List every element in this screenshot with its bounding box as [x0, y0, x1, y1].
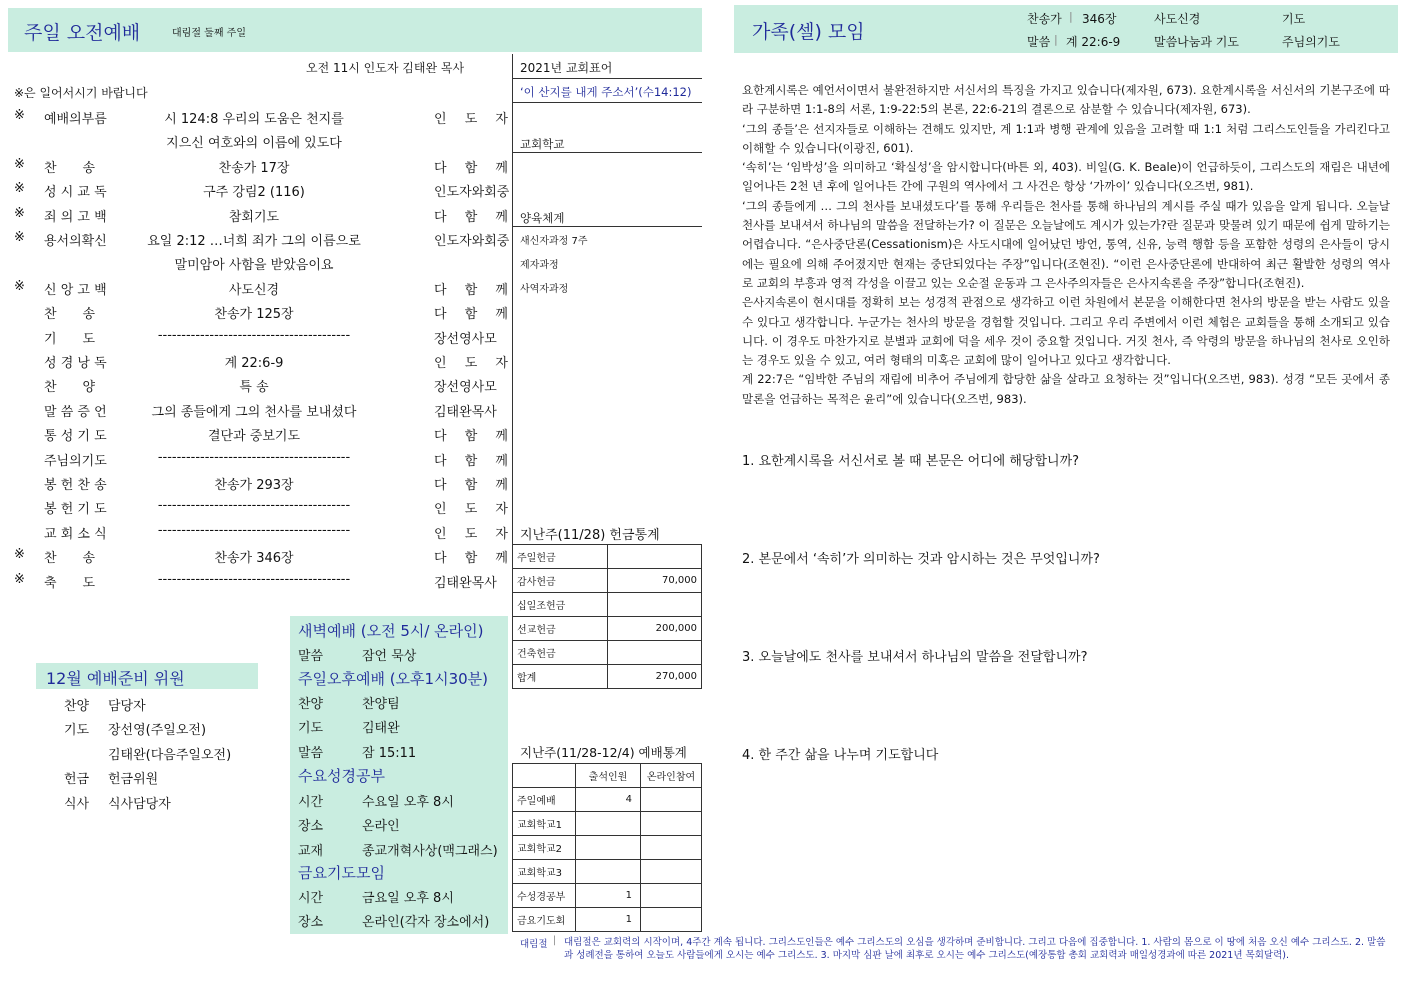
course-disciple: 제자과정	[520, 260, 559, 271]
order-content: 시 124:8 우리의 도움은 천지를	[164, 112, 344, 127]
meeting-row1-label: 찬송가	[1027, 12, 1062, 26]
committee-person: 헌금위원	[108, 772, 159, 788]
order-content: 지으신 여호와의 이름에 있도다	[166, 136, 342, 152]
order-content: 요일 2:12 …너희 죄가 그의 이름으로	[147, 234, 361, 249]
order-content: 말미암아 사함을 받았음이요	[174, 258, 334, 274]
order-row	[14, 226, 508, 250]
offering-name: 선교헌금	[513, 617, 608, 641]
attendance-row	[513, 860, 702, 884]
service-key: 장소	[298, 819, 324, 835]
question-1: 1. 요한계시록을 서신서로 볼 때 본문은 어디에 해당합니까?	[742, 454, 1080, 469]
order-label: 봉 헌 찬 송	[44, 478, 107, 493]
order-leader: 장선영사모	[434, 331, 497, 347]
offering-amount: 70,000	[608, 569, 702, 593]
order-label: 죄 의 고 백	[44, 209, 107, 225]
order-leader: 다 함 께	[434, 478, 508, 493]
committee-person: 장선영(주일오전)	[108, 723, 207, 739]
order-label: 주님의기도	[44, 453, 107, 469]
order-row	[14, 177, 508, 201]
order-label: 찬 송	[44, 551, 96, 567]
committee-person: 식사담당자	[108, 796, 171, 812]
page-title: 주일 오전예배	[24, 22, 141, 44]
attendance-name: 교회학교2	[513, 836, 576, 860]
committee-person: 김태완(다음주일오전)	[108, 747, 232, 763]
offering-amount	[608, 641, 702, 665]
meeting-row1-item4: 기도	[1282, 12, 1306, 26]
commentary-paragraph: ‘속히’는 ‘임박성’을 의미하고 ‘확실성’을 암시합니다(바튼 외, 403). 비일(G. K. Beale)이 언급하듯이, 그리스도의 재림은 내년에 일어나든 2천 년 후에 일어나든 간에 구원의 역사에서 그 사건은 항상 ‘가까이’ 있습니다(오즈번, 981).	[742, 160, 1390, 194]
meeting-row1-value: 346장	[1082, 12, 1117, 26]
sidebar-line4	[512, 226, 702, 227]
order-label: 신 앙 고 백	[44, 282, 107, 298]
order-label: 말 씀 증 언	[44, 404, 107, 420]
footnote-text: 대림절은 교회력의 시작이며, 4주간 계속 됩니다. 그리스도인들은 예수 그리스도의 오심을 생각하며 준비합니다. 그리고 다음에 집중합니다. 1. 사람의 몸으로 이 땅에 처음 오신 예수 그리스도. 2. 말씀과 성례전을 통하여 오늘도 사람들에게 오시는 예수 그리스도. 3. 마지막 심판 날에 최후로 오시는 예수 그리스도(예장통합 총회 교회력과 매일성경과에 따른 2021년 목회달력).	[564, 937, 1386, 961]
service-key: 찬양	[298, 697, 324, 712]
cell-meeting-title: 가족(셀) 모임	[752, 21, 865, 43]
footnote-sep: |	[553, 935, 557, 946]
order-content: 참회기도	[228, 209, 280, 225]
meeting-row2-value: 계 22:6-9	[1066, 35, 1121, 49]
offering-row	[513, 593, 702, 617]
order-row	[14, 348, 508, 372]
attendance-name: 수성경공부	[513, 884, 576, 908]
offering-amount	[608, 545, 702, 569]
order-label: 찬 송	[44, 160, 96, 176]
attendance-count: 4	[576, 788, 641, 812]
attendance-online	[641, 860, 702, 884]
attendance-online	[641, 812, 702, 836]
order-leader: 다 함 께	[434, 209, 508, 225]
committee-person: 담당자	[108, 699, 146, 714]
order-label: 통 성 기 도	[44, 429, 107, 445]
order-row	[14, 421, 508, 445]
order-row	[14, 372, 508, 396]
offering-row	[513, 641, 702, 665]
services-panel	[290, 616, 508, 934]
commentary-paragraph: ‘그의 종들’은 선지자들로 이해하는 견해도 있지만, 계 1:1과 병행 관계에 있음을 고려할 때 1:1 처럼 그리스도인들을 가리킨다고 이해할 수 있습니다(이광진, 601).	[742, 121, 1390, 155]
order-row	[14, 104, 508, 128]
order-content: 찬송가 293장	[214, 478, 294, 493]
order-leader: 다 함 께	[434, 551, 508, 567]
attendance-count	[576, 836, 641, 860]
question-3: 3. 오늘날에도 천사를 보내셔서 하나님의 말씀을 전달합니까?	[742, 650, 1088, 665]
committee-role: 찬양	[64, 699, 90, 714]
attendance-header: 출석인원	[576, 764, 641, 788]
order-row	[14, 494, 508, 518]
order-leader: 다 함 께	[434, 429, 508, 445]
order-content: 찬송가 17장	[218, 160, 290, 176]
attendance-name: 금요기도회	[513, 908, 576, 932]
service-key: 시간	[298, 795, 324, 810]
offering-table	[512, 544, 702, 689]
order-content: 결단과 중보기도	[207, 429, 301, 445]
commentary-paragraph: 은사지속론이 현시대를 정확히 보는 성경적 관점으로 생각하고 이런 차원에서 본문을 이해한다면 천사의 방문을 받는 사람도 있을 수 있다고 생각합니다. 누군가는 천사의 방문을 경험할 것입니다. 그리고 우리 주변에서 이런 체험은 교회들을 통해 소개되고 있습니다. 이 경우도 마찬가지로 분별과 교회에 덕을 세우 것이 중요할 것입니다. 거짓 천사, 즉 악령의 방문을 하나님의 천사로 오인하는 경우도 있을 수 있고, 여러 형태의 미혹은 교회에 많이 일어나고 있다고 생각합니다.	[742, 295, 1390, 368]
church-school: 교회학교	[520, 137, 565, 151]
stand-mark: ※	[14, 230, 25, 245]
order-leader: 인 도 자	[434, 356, 508, 371]
service-value: 잠언 묵상	[362, 649, 417, 664]
stand-mark: ※	[14, 205, 25, 221]
order-label: 교 회 소 식	[44, 526, 107, 542]
order-row	[14, 397, 508, 421]
order-label: 용서의확신	[44, 234, 107, 249]
service-key: 교재	[298, 843, 324, 859]
dawn-title: 새벽예배 (오전 5시/ 온라인)	[298, 622, 484, 640]
stand-mark: ※	[14, 278, 25, 294]
order-content: 그의 종들에게 그의 천사를 보내셨다	[151, 404, 357, 420]
order-row	[14, 299, 508, 323]
service-key: 기도	[298, 721, 324, 737]
commentary-paragraph: ‘그의 종들에게 … 그의 천사를 보내셨도다’를 통해 우리들은 천사를 통해 하나님의 계시를 주실 때가 있음을 알게 됩니다. 오늘날 천사를 보내셔서 하나님의 말씀을 전달하는가? 이 질문은 오늘날에도 계시가 있는가?란 질문과 맞물려 있기 때문에 쉽게 말하기는 어렵습니다. “은사중단론(Cessationism)은 사도시대에 일어났던 방언, 통역, 신유, 능력 행함 등을 포함한 성령의 은사들이 당시에는 필요에 의해 주어졌지만 현재는 중단되었다는 주장”입니다(조현진). “이런 은사중단론에 반대하여 최근 활발한 성령의 역사로 교회의 부흥과 영적 각성을 이끌고 있는 오순절 운동과 그 은사주의자들은 은사지속론을 주장”합니다(조현진).	[742, 198, 1390, 290]
attendance-header-row	[513, 764, 702, 788]
order-leader: 다 함 께	[434, 307, 508, 323]
order-content: 특 송	[239, 380, 269, 396]
order-content: 찬송가 346장	[214, 551, 294, 567]
commentary-paragraph: 요한계시록은 예언서이면서 불완전하지만 서신서의 특징을 가지고 있습니다(제자원, 673). 요한계시록을 서신서의 기본구조에 따라 구분하면 1:1-8의 서론, 1:9-22:5의 본론, 22:6-21의 결론으로 삼분할 수 있습니다(제자원, 673).	[742, 83, 1390, 117]
sidebar-line2	[512, 102, 702, 103]
order-label: 성 시 교 독	[44, 185, 107, 201]
service-key: 말씀	[298, 745, 324, 761]
meeting-row1-sep: |	[1069, 10, 1073, 23]
attendance-online	[641, 908, 702, 932]
motto-title: 2021년 교회표어	[520, 61, 613, 75]
attendance-online	[641, 884, 702, 908]
order-leader: 인 도 자	[434, 526, 508, 542]
service-key: 장소	[298, 915, 324, 931]
left-header	[8, 8, 702, 52]
committee-role: 기도	[64, 723, 90, 739]
order-row	[14, 519, 508, 543]
attendance-name: 주일예배	[513, 788, 576, 812]
offering-name: 감사헌금	[513, 569, 608, 593]
order-row	[14, 446, 508, 470]
attendance-count	[576, 860, 641, 884]
sidebar-top-line	[512, 78, 702, 79]
order-leader: 장선영사모	[434, 380, 497, 396]
service-value: 종교개혁사상(맥그래스)	[362, 843, 498, 859]
question-2: 2. 본문에서 ‘속히’가 의미하는 것과 암시하는 것은 무엇입니까?	[742, 552, 1100, 567]
attendance-header: 온라인참여	[641, 764, 702, 788]
wednesday-title: 수요성경공부	[298, 767, 385, 785]
attendance-name: 교회학교1	[513, 812, 576, 836]
offering-name: 십일조헌금	[513, 593, 608, 617]
attendance-name: 교회학교3	[513, 860, 576, 884]
offering-amount	[608, 593, 702, 617]
offering-row	[513, 617, 702, 641]
course-newcomer: 새신자과정 7주	[520, 236, 588, 247]
page-subtitle: 대림절 둘째 주일	[172, 28, 246, 39]
order-row	[14, 568, 508, 592]
order-row	[14, 275, 508, 299]
service-value: 잠 15:11	[362, 745, 417, 761]
service-value: 찬양팀	[362, 697, 400, 712]
offering-row	[513, 569, 702, 593]
sidebar-divider	[512, 54, 513, 544]
service-value: 온라인(각자 장소에서)	[362, 915, 490, 931]
stand-mark: ※	[14, 156, 25, 172]
service-value: 온라인	[362, 819, 400, 835]
meeting-row2-sep: |	[1054, 33, 1058, 46]
order-row	[14, 153, 508, 177]
commentary-paragraph: 계 22:7은 “임박한 주님의 재림에 비추어 주님에게 합당한 삶을 살라고 요청하는 것”입니다(오즈번, 983). 성경 “모든 곳에서 종말론을 언급하는 목적은 윤리”에 있습니다(오즈번, 983).	[742, 372, 1390, 406]
order-label: 성 경 낭 독	[44, 356, 107, 371]
attendance-row	[513, 908, 702, 932]
committee-role: 헌금	[64, 772, 90, 788]
offering-name: 합계	[513, 665, 608, 689]
order-row	[14, 250, 508, 274]
order-leader: 다 함 께	[434, 282, 508, 298]
order-label: 기 도	[44, 331, 96, 347]
meeting-row1-item3: 사도신경	[1154, 12, 1201, 26]
afternoon-title: 주일오후예배 (오후1시30분)	[298, 670, 489, 688]
attendance-table	[512, 763, 702, 932]
order-leader: 김태완목사	[434, 575, 497, 591]
order-content: -----------------------------------------	[157, 571, 351, 587]
attendance-online	[641, 836, 702, 860]
december-title: 12월 예배준비 위원	[46, 669, 185, 688]
attendance-count: 1	[576, 908, 641, 932]
attendance-online	[641, 788, 702, 812]
friday-title: 금요기도모임	[298, 864, 385, 882]
attendance-header	[513, 764, 576, 788]
order-leader: 김태완목사	[434, 404, 497, 420]
attendance-row	[513, 812, 702, 836]
stand-mark: ※	[14, 571, 25, 587]
order-row	[14, 128, 508, 152]
order-label: 예배의부름	[44, 112, 107, 127]
attendance-row	[513, 836, 702, 860]
order-label: 찬 양	[44, 380, 96, 396]
stand-mark: ※	[14, 108, 25, 123]
order-content: 찬송가 125장	[214, 307, 294, 323]
order-row	[14, 543, 508, 567]
order-leader: 다 함 께	[434, 453, 508, 469]
offering-row	[513, 665, 702, 689]
attendance-row	[513, 884, 702, 908]
offering-title: 지난주(11/28) 헌금통계	[520, 528, 660, 543]
order-leader: 인도자와회중	[434, 185, 510, 201]
offering-name: 주일헌금	[513, 545, 608, 569]
upbringing-system: 양육체계	[520, 211, 565, 225]
attendance-title: 지난주(11/28-12/4) 예배통계	[520, 745, 687, 760]
footnote-label: 대림절	[520, 939, 548, 950]
order-leader: 다 함 께	[434, 160, 508, 176]
meeting-row2-label: 말씀	[1027, 35, 1051, 49]
course-minister: 사역자과정	[520, 284, 569, 295]
order-content: -----------------------------------------	[157, 498, 351, 514]
church-motto: ‘이 산지를 내게 주소서’(수14:12)	[520, 85, 692, 99]
sidebar-line3	[512, 152, 702, 153]
stand-mark: ※	[14, 547, 25, 563]
order-content: -----------------------------------------	[157, 327, 351, 343]
order-content: -----------------------------------------	[157, 449, 351, 465]
attendance-count: 1	[576, 884, 641, 908]
order-leader: 인 도 자	[434, 502, 508, 518]
order-row	[14, 470, 508, 494]
stand-note: ※은 일어서시기 바랍니다	[14, 86, 148, 100]
order-leader: 인도자와회중	[434, 234, 510, 249]
offering-amount: 200,000	[608, 617, 702, 641]
order-leader: 인 도 자	[434, 112, 508, 127]
service-key: 시간	[298, 891, 324, 906]
december-header	[36, 663, 258, 689]
question-4: 4. 한 주간 삶을 나누며 기도합니다	[742, 748, 939, 763]
worship-leader: 오전 11시 인도자 김태완 목사	[306, 61, 465, 75]
service-value: 금요일 오후 8시	[362, 891, 454, 906]
service-value: 김태완	[362, 721, 400, 737]
offering-row	[513, 545, 702, 569]
meeting-row2-item4: 주님의기도	[1282, 35, 1340, 49]
right-header	[734, 5, 1398, 53]
service-key: 말씀	[298, 649, 324, 664]
offering-name: 건축헌금	[513, 641, 608, 665]
order-row	[14, 202, 508, 226]
meeting-row2-item3: 말씀나눔과 기도	[1154, 35, 1239, 49]
attendance-count	[576, 812, 641, 836]
offering-amount: 270,000	[608, 665, 702, 689]
attendance-row	[513, 788, 702, 812]
order-label: 봉 헌 기 도	[44, 502, 107, 518]
order-content: -----------------------------------------	[157, 522, 351, 538]
commentary	[742, 81, 1390, 409]
order-label: 찬 송	[44, 307, 96, 323]
order-content: 사도신경	[228, 282, 280, 298]
order-row	[14, 324, 508, 348]
order-content: 구주 강림2 (116)	[203, 185, 305, 201]
order-label: 축 도	[44, 575, 96, 591]
order-content: 계 22:6-9	[224, 356, 284, 371]
service-value: 수요일 오후 8시	[362, 795, 454, 810]
stand-mark: ※	[14, 181, 25, 197]
committee-role: 식사	[64, 796, 90, 812]
